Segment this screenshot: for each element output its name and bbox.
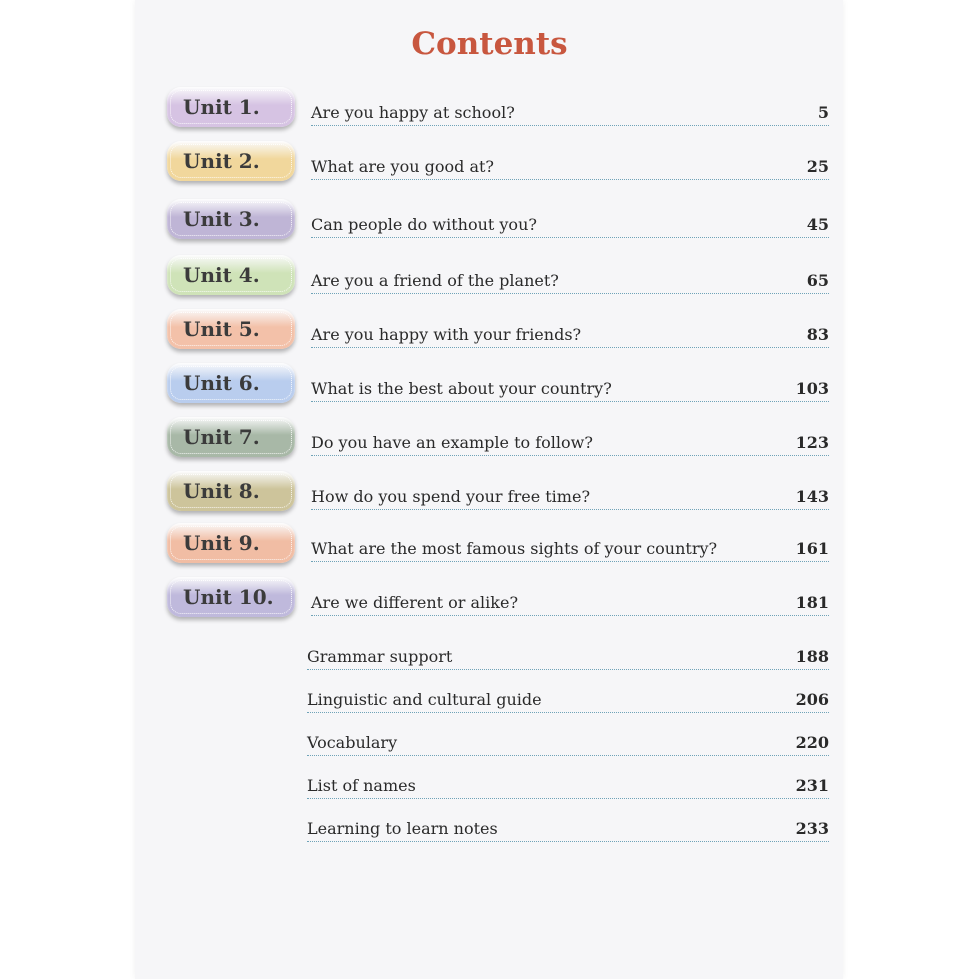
appendix-row[interactable]	[0, 808, 979, 860]
unit-label: Unit 8.	[183, 479, 260, 503]
unit-row[interactable]	[0, 196, 979, 248]
toc-entry	[311, 146, 829, 180]
entry-page-number: 5	[817, 103, 829, 122]
entry-page-number: 123	[795, 433, 829, 452]
entry-title: List of names	[307, 776, 416, 795]
entry-page-number: 25	[806, 157, 829, 176]
unit-label: Unit 5.	[183, 317, 260, 341]
entry-page-number: 103	[795, 379, 829, 398]
unit-label: Unit 3.	[183, 207, 260, 231]
unit-label: Unit 6.	[183, 371, 260, 395]
entry-title: How do you spend your free time?	[311, 487, 591, 506]
toc-entry	[311, 92, 829, 126]
page-title: Contents	[411, 26, 568, 62]
entry-title: Linguistic and cultural guide	[307, 690, 542, 709]
entry-page-number: 188	[795, 647, 829, 666]
entry-page-number: 65	[806, 271, 829, 290]
unit-badge	[167, 363, 295, 403]
unit-row[interactable]	[0, 138, 979, 190]
entry-title: Are we different or alike?	[311, 593, 519, 612]
unit-label: Unit 2.	[183, 149, 260, 173]
entry-title: Are you happy at school?	[311, 103, 515, 122]
entry-title: Grammar support	[307, 647, 453, 666]
entry-title: What are you good at?	[311, 157, 494, 176]
entry-title: Learning to learn notes	[307, 819, 498, 838]
entry-title: Vocabulary	[307, 733, 398, 752]
unit-label: Unit 1.	[183, 95, 260, 119]
toc-entry	[311, 422, 829, 456]
entry-page-number: 233	[795, 819, 829, 838]
toc-entry	[307, 679, 829, 713]
unit-badge	[167, 309, 295, 349]
unit-label: Unit 9.	[183, 531, 260, 555]
unit-row[interactable]	[0, 468, 979, 520]
entry-page-number: 181	[795, 593, 829, 612]
toc-entry	[311, 260, 829, 294]
unit-label: Unit 10.	[183, 585, 274, 609]
unit-badge	[167, 141, 295, 181]
toc-entry	[311, 204, 829, 238]
toc-entry	[307, 808, 829, 842]
entry-title: Are you a friend of the planet?	[311, 271, 559, 290]
unit-badge	[167, 417, 295, 457]
entry-title: What are the most famous sights of your country?	[311, 539, 718, 558]
unit-badge	[167, 577, 295, 617]
unit-row[interactable]	[0, 306, 979, 358]
entry-title: What is the best about your country?	[311, 379, 612, 398]
unit-row[interactable]	[0, 360, 979, 412]
entry-page-number: 161	[795, 539, 829, 558]
entry-title: Do you have an example to follow?	[311, 433, 593, 452]
toc-entry	[311, 582, 829, 616]
entry-page-number: 220	[795, 733, 829, 752]
unit-badge	[167, 87, 295, 127]
entry-title: Can people do without you?	[311, 215, 537, 234]
unit-badge	[167, 199, 295, 239]
toc-entry	[307, 765, 829, 799]
toc-entry	[311, 476, 829, 510]
toc-entry	[311, 368, 829, 402]
unit-row[interactable]	[0, 252, 979, 304]
unit-badge	[167, 471, 295, 511]
unit-row[interactable]	[0, 574, 979, 626]
unit-label: Unit 4.	[183, 263, 260, 287]
entry-page-number: 45	[806, 215, 829, 234]
unit-label: Unit 7.	[183, 425, 260, 449]
unit-badge	[167, 255, 295, 295]
entry-page-number: 143	[795, 487, 829, 506]
toc-entry	[311, 528, 829, 562]
unit-badge	[167, 523, 295, 563]
entry-page-number: 206	[795, 690, 829, 709]
unit-row[interactable]	[0, 520, 979, 572]
unit-row[interactable]	[0, 84, 979, 136]
toc-entry	[307, 636, 829, 670]
entry-page-number: 231	[795, 776, 829, 795]
entry-title: Are you happy with your friends?	[311, 325, 582, 344]
toc-entry	[311, 314, 829, 348]
unit-row[interactable]	[0, 414, 979, 466]
entry-page-number: 83	[806, 325, 829, 344]
toc-entry	[307, 722, 829, 756]
